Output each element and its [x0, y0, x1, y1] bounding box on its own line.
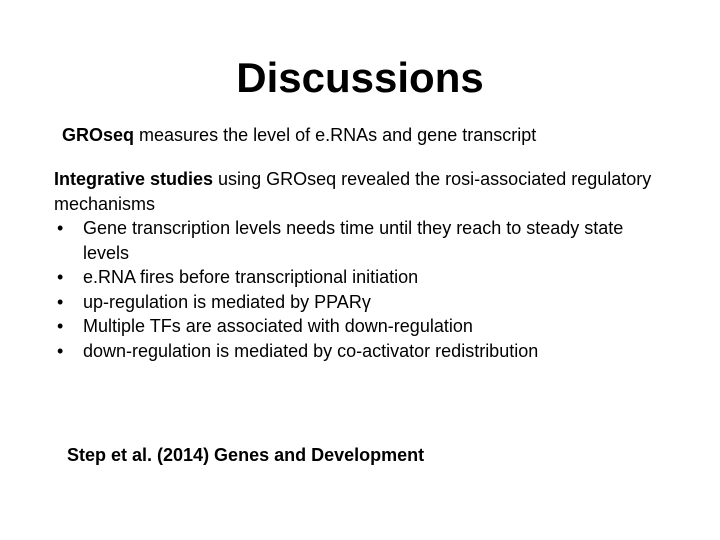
intro-text: measures the level of e.RNAs and gene transcript — [134, 125, 537, 145]
bullet-dot: • — [57, 218, 64, 238]
intro-line — [62, 123, 536, 147]
bullet-list — [54, 216, 654, 363]
bullet-text: Multiple TFs are associated with down-regulation — [83, 316, 473, 336]
bullet-item — [54, 265, 654, 290]
bullet-text: Gene transcription levels needs time until they reach to steady state levels — [83, 218, 624, 263]
integrative-bold-term: Integrative studies — [54, 169, 214, 189]
bullet-item — [54, 290, 654, 315]
bullet-dot: • — [57, 316, 64, 336]
slide-title: Discussions — [236, 54, 484, 101]
bullet-text: up-regulation is mediated by PPARγ — [83, 291, 371, 312]
citation: Step et al. (2014) Genes and Development — [67, 445, 425, 465]
bullet-text: e.RNA fires before transcriptional initiation — [83, 267, 419, 287]
bullet-dot: • — [57, 291, 64, 312]
bullet-item — [54, 339, 654, 364]
body-text-block — [54, 167, 654, 363]
bullet-item — [54, 216, 654, 265]
bullet-dot: • — [57, 267, 64, 287]
bullet-text: down-regulation is mediated by co-activator redistribution — [83, 340, 539, 361]
integrative-text: using GROseq revealed the rosi-associated regulatory mechanisms — [54, 169, 652, 214]
bullet-dot: • — [57, 340, 64, 361]
bullet-item — [54, 314, 654, 339]
integrative-paragraph — [54, 167, 654, 216]
intro-bold-term: GROseq — [62, 125, 135, 145]
